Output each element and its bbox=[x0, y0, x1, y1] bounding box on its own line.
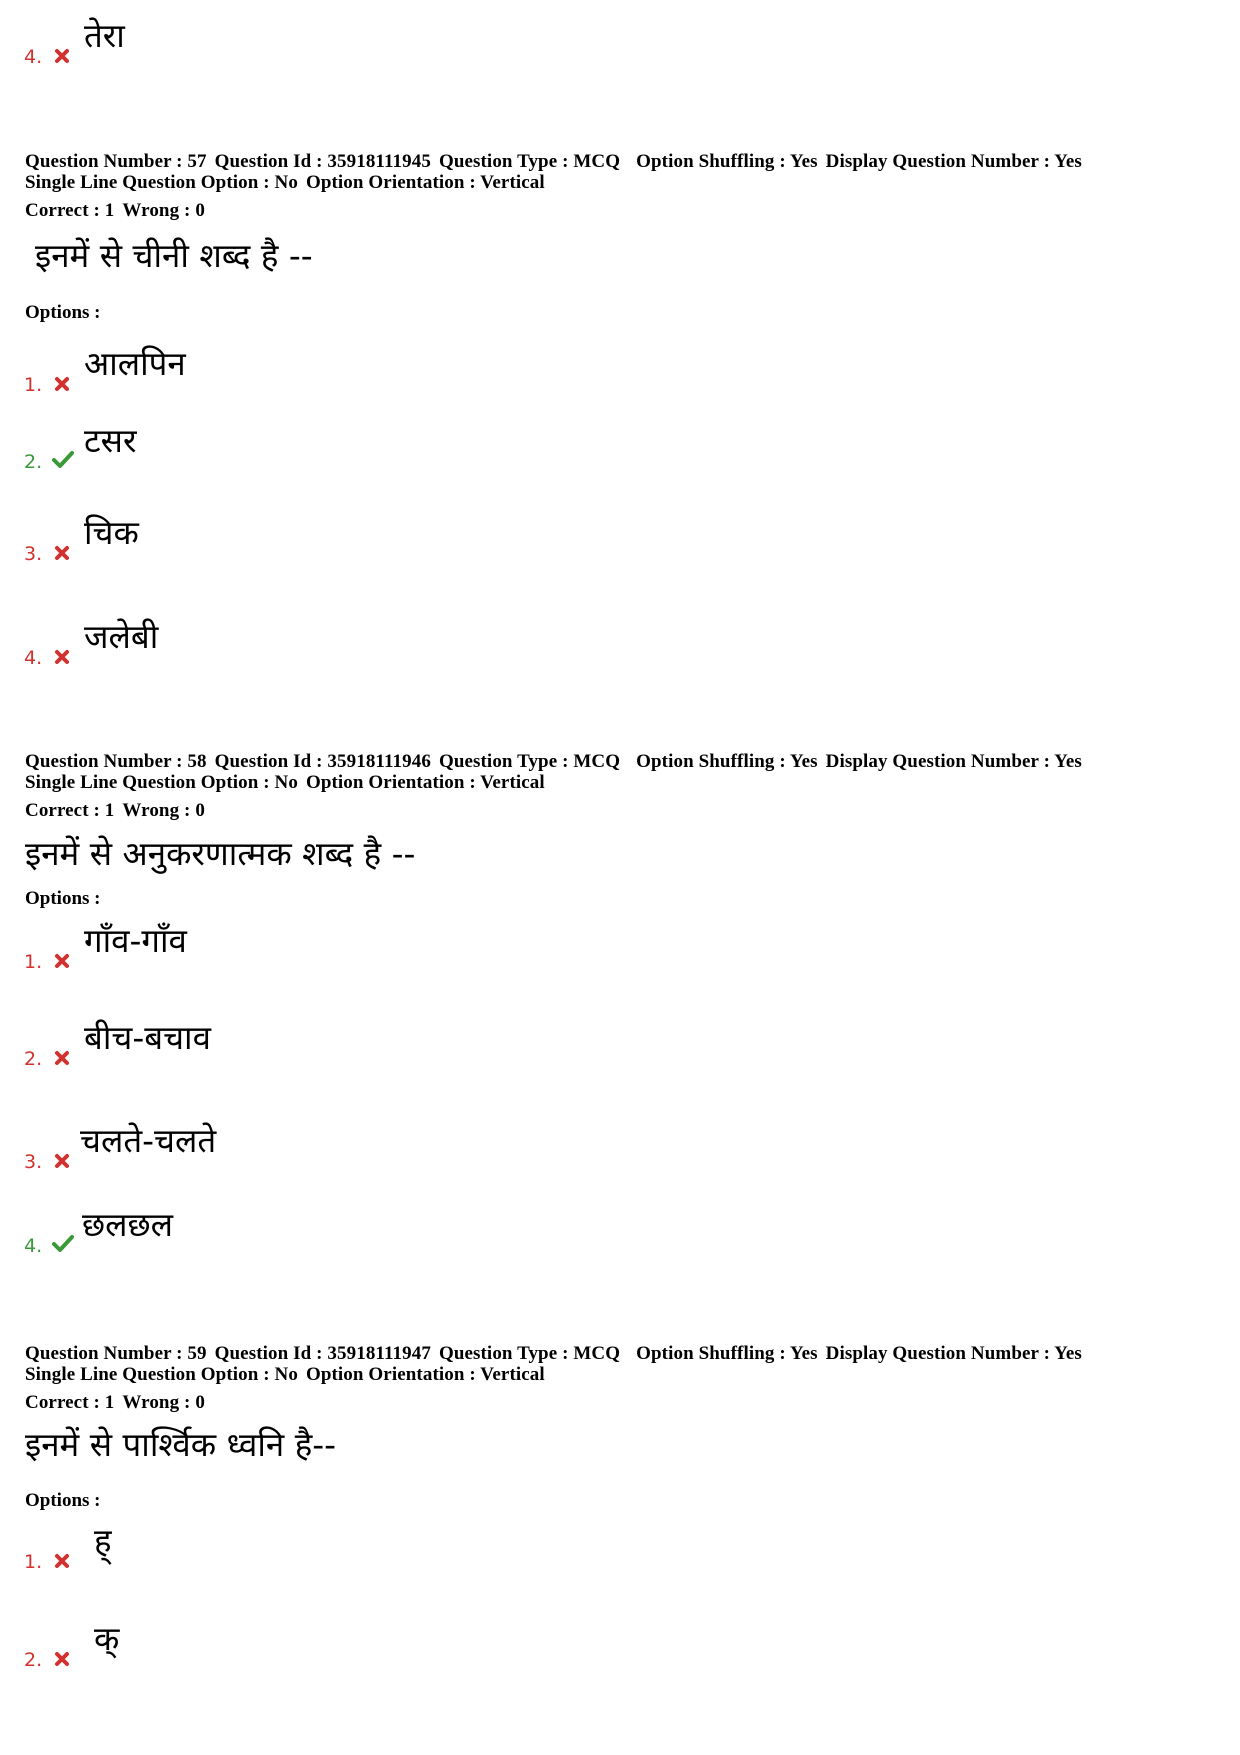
option-text: चिक bbox=[84, 513, 139, 552]
option-number: 2. bbox=[24, 1649, 43, 1671]
option-item bbox=[24, 618, 624, 668]
option-number: 4. bbox=[24, 1235, 43, 1257]
option-text: जलेबी bbox=[84, 617, 159, 656]
option-number: 2. bbox=[24, 1048, 43, 1070]
option-item bbox=[24, 1522, 624, 1572]
option-number: 1. bbox=[24, 951, 43, 973]
question-meta-line1: Question Number : 59 Question Id : 35918111947 Question Type : MCQ Option Shuffling : Yes Display Question Number : Yes bbox=[25, 1343, 1082, 1364]
option-text: छलछल bbox=[82, 1205, 174, 1244]
option-text: टसर bbox=[84, 421, 137, 460]
question-meta-line2: Single Line Question Option : No Option Orientation : Vertical bbox=[25, 772, 545, 793]
question-meta-line1: Question Number : 58 Question Id : 35918111946 Question Type : MCQ Option Shuffling : Yes Display Question Number : Yes bbox=[25, 751, 1082, 772]
option-item bbox=[24, 1206, 624, 1256]
option-number: 4. bbox=[24, 46, 43, 68]
option-text: क् bbox=[94, 1619, 120, 1658]
option-item bbox=[24, 422, 624, 472]
option-item bbox=[24, 1620, 624, 1670]
options-label: Options : bbox=[25, 1490, 101, 1511]
option-text: गाँव-गाँव bbox=[84, 921, 187, 960]
question-meta-line3: Correct : 1 Wrong : 0 bbox=[25, 200, 205, 221]
question-text: इनमें से पार्श्विक ध्वनि है-- bbox=[25, 1425, 337, 1464]
wrong-mark-icon bbox=[54, 1651, 70, 1667]
option-text: तेरा bbox=[84, 16, 125, 55]
question-meta-line3: Correct : 1 Wrong : 0 bbox=[25, 800, 205, 821]
option-number: 1. bbox=[24, 1551, 43, 1573]
question-meta-line1: Question Number : 57 Question Id : 35918111945 Question Type : MCQ Option Shuffling : Yes Display Question Number : Yes bbox=[25, 151, 1082, 172]
wrong-mark-icon bbox=[54, 376, 70, 392]
options-label: Options : bbox=[25, 302, 101, 323]
correct-mark-icon bbox=[52, 451, 74, 469]
option-number: 4. bbox=[24, 647, 43, 669]
option-text: ह् bbox=[94, 1521, 112, 1560]
option-item bbox=[24, 922, 624, 972]
wrong-mark-icon bbox=[54, 545, 70, 561]
option-item bbox=[24, 1122, 624, 1172]
wrong-mark-icon bbox=[54, 1050, 70, 1066]
option-item bbox=[24, 345, 624, 395]
option-text: आलपिन bbox=[84, 344, 186, 383]
option-number: 3. bbox=[24, 543, 43, 565]
option-text: चलते-चलते bbox=[80, 1121, 217, 1160]
option-number: 2. bbox=[24, 451, 43, 473]
wrong-mark-icon bbox=[54, 1553, 70, 1569]
wrong-mark-icon bbox=[54, 953, 70, 969]
option-item bbox=[24, 17, 624, 67]
option-item bbox=[24, 514, 624, 564]
option-text: बीच-बचाव bbox=[84, 1018, 211, 1057]
question-text: इनमें से चीनी शब्द है -- bbox=[35, 236, 313, 275]
correct-mark-icon bbox=[52, 1235, 74, 1253]
wrong-mark-icon bbox=[54, 649, 70, 665]
question-meta-line3: Correct : 1 Wrong : 0 bbox=[25, 1392, 205, 1413]
option-item bbox=[24, 1019, 624, 1069]
wrong-mark-icon bbox=[54, 1153, 70, 1169]
question-meta-line2: Single Line Question Option : No Option Orientation : Vertical bbox=[25, 172, 545, 193]
option-number: 1. bbox=[24, 374, 43, 396]
question-text: इनमें से अनुकरणात्मक शब्द है -- bbox=[25, 834, 416, 873]
options-label: Options : bbox=[25, 888, 101, 909]
wrong-mark-icon bbox=[54, 48, 70, 64]
question-meta-line2: Single Line Question Option : No Option Orientation : Vertical bbox=[25, 1364, 545, 1385]
option-number: 3. bbox=[24, 1151, 43, 1173]
